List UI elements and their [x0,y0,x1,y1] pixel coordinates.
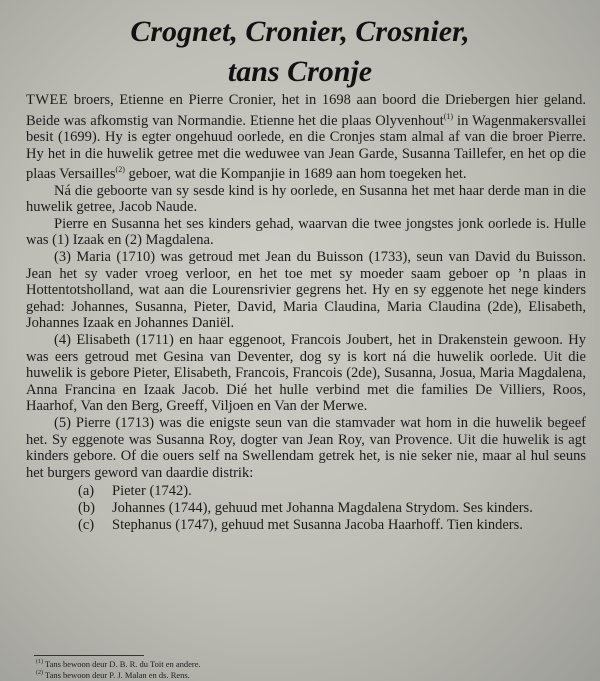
paragraph: (3) Maria (1710) was getroud met Jean du Buisson (1733), seun van David du Buisson. Jean het sy vader vroeg verloor, en het toe met sy moeder saam geboer op ’n plaas in Hottentotsholland, wat aan die Lourensrivier gegrens het. Hy en sy eggenote het nege kinders gehad: Johannes, Susanna, Pieter, David, Maria Claudina, Maria Claudina (2de), Elisabeth, Johannes Izaak en Johannes Daniël. [26,249,586,332]
list-item [78,500,586,517]
list-item [78,517,586,534]
paragraph: (5) Pierre (1713) was die enigste seun van die stamvader wat hom in die huwelik begeef het. Sy eggenote was Susanna Roy, dogter van Jean Roy, van Provence. Uit die huwelik is agt kinders gebore. Of die ouers self na Swellendam getrek het, is nie seker nie, maar al hul seuns het burgers geword van daardie distrik: [26,414,586,481]
list-item-text: Stephanus (1747), gehuud met Susanna Jacoba Haarhoff. Tien kinders. [112,516,523,533]
paragraph: Ná die geboorte van sy sesde kind is hy oorlede, en Susanna het met haar derde man in die huwelik getree, Jacob Naude. [26,182,586,216]
footnote-marker: (2) [36,670,43,676]
body-text [26,92,586,533]
list-item-text: Pieter (1742). [112,483,192,500]
paragraph: (4) Elisabeth (1711) en haar eggenoot, Francois Joubert, het in Drakenstein gewoon. Hy was eers getroud met Gesina van Deventer, dog sy is kort ná die huwelik oorlede. Uit die huwelik is gebore Pieter, Elisabeth, Francois, Francois (2de), Susanna, Josua, Maria Magdalena, Anna Francina en Izaak Jacob. Dié het hulle verbind met die families De Villiers, Roos, Haarhof, Van den Berg, Greeff, Viljoen en Van der Merwe. [26,331,586,415]
paragraph-text: broers, Etienne en Pierre Cronier, het in 1698 aan boord die Driebergen hier geland. Beide was afkomstig van Normandie. Etienne het die plaas Olyvenhout [26,92,586,129]
footnote-marker: (1) [36,659,43,665]
footnote-text: Tans bewoon deur D. B. R. du Toit en andere. [44,658,201,669]
list-marker: (c) [78,516,95,533]
footnote-divider [34,655,144,656]
list-marker: (a) [78,483,95,500]
drop-lead-word: TWEE [26,92,69,108]
paragraph-text: geboer, wat die Kompanjie in 1689 aan hom toegeken het. [124,166,467,183]
list-item-text: Johannes (1744), gehuud met Johanna Magdalena Strydom. Ses kinders. [112,499,533,516]
paragraph-text: in Wagenmakersvallei besit (1699). Hy is egter ongehuud oorlede, en die Cronjes stam almal af van die broer Pierre. Hy het in die huwelik getree met die weduwee van Jean Garde, Susanna Taillefer, en het op die plaas Versailles [26,112,586,183]
children-list [78,483,586,533]
footnote-text: Tans bewoon deur P. J. Malan en ds. Rens. [44,669,190,680]
footnote [36,668,456,680]
footnote-ref: (1) [443,111,454,121]
paragraph: Pierre en Susanna het ses kinders gehad, waarvan die twee jongstes jonk oorlede is. Hulle was (1) Izaak en (2) Magdalena. [26,215,586,249]
page-title: Crognet, Cronier, Crosnier, [130,15,470,48]
paragraph-intro [26,92,586,183]
list-marker: (b) [78,499,95,516]
page-subtitle: tans Cronje [227,55,373,88]
footnote-ref: (2) [115,165,125,175]
list-item [78,483,586,500]
